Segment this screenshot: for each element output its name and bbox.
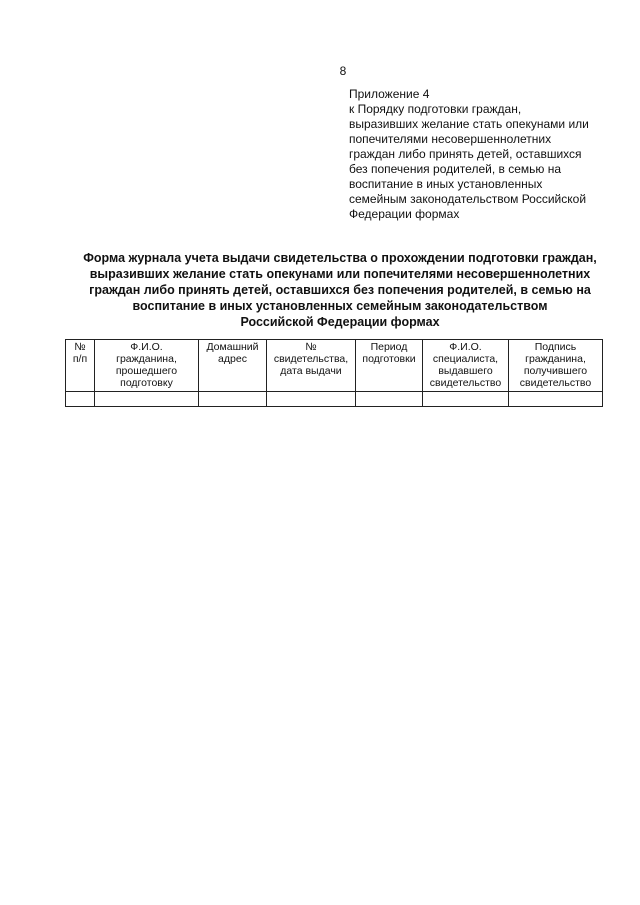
table-cell xyxy=(199,392,267,407)
table-row xyxy=(66,392,603,407)
table-cell xyxy=(423,392,509,407)
column-header-citizen-signature: Подпись гражданина, получившего свидетельство xyxy=(509,340,603,392)
appendix-body: к Порядку подготовки граждан, выразивших желание стать опекунами или попечителями несовершеннолетних граждан либо принять детей, оставшихся без попечения родителей, в семью на воспитание в иных установленных семейным законодательством Российской Федерации формах xyxy=(349,102,589,221)
appendix-title: Приложение 4 xyxy=(349,87,430,101)
appendix-block xyxy=(349,87,619,222)
journal-table xyxy=(65,339,603,407)
table-cell xyxy=(356,392,423,407)
column-header-number: № п/п xyxy=(66,340,95,392)
column-header-training-period: Период подготовки xyxy=(356,340,423,392)
table-cell xyxy=(66,392,95,407)
form-title: Форма журнала учета выдачи свидетельства о прохождении подготовки граждан, выразивших желание стать опекунами или попечителями несовершеннолетних граждан либо принять детей, оставшихся без попечения родителей, в семью на воспитание в иных установленных семейным законодательством Российской Федерации формах xyxy=(83,251,597,329)
column-header-citizen-name: Ф.И.О. гражданина, прошедшего подготовку xyxy=(95,340,199,392)
table-cell xyxy=(509,392,603,407)
column-header-specialist-name: Ф.И.О. специалиста, выдавшего свидетельство xyxy=(423,340,509,392)
column-header-home-address: Домашний адрес xyxy=(199,340,267,392)
table-cell xyxy=(95,392,199,407)
page-number: 8 xyxy=(339,64,347,78)
column-header-certificate-number-date: № свидетельства, дата выдачи xyxy=(267,340,356,392)
table-cell xyxy=(267,392,356,407)
table-header-row xyxy=(66,340,603,392)
